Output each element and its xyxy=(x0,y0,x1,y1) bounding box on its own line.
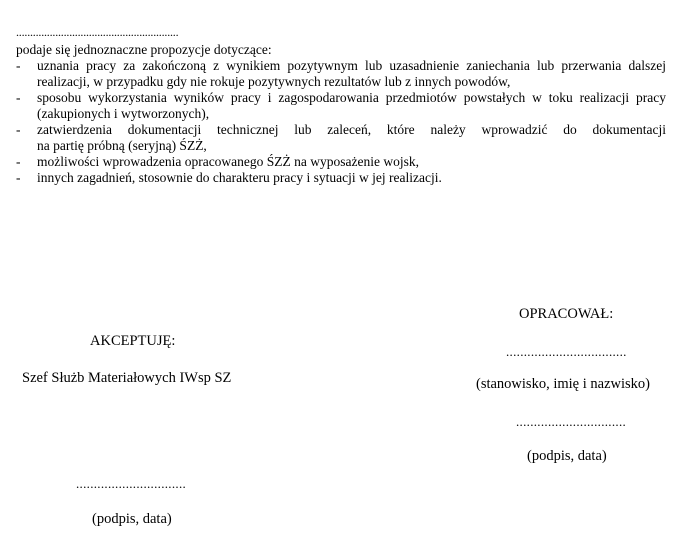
name-signature-line: .................................. xyxy=(506,344,627,359)
intro-text: podaje się jednoznaczne propozycje dotyczące: xyxy=(16,42,272,57)
list-item-line: możliwości wprowadzenia opracowanego ŚZŻ na wyposażenie wojsk, xyxy=(37,154,420,169)
list-item-line: realizacji, w przypadku gdy nie rokuje pozytywnych rezultatów lub z innych powodów, xyxy=(37,74,511,89)
list-dash: - xyxy=(16,122,21,137)
list-dash: - xyxy=(16,58,21,73)
list-item xyxy=(16,122,666,154)
dotted-line-top: .......................................................... xyxy=(16,25,179,39)
list-item-line: innych zagadnień, stosownie do charakteru pracy i sytuacji w jej realizacji. xyxy=(37,170,442,185)
list-item xyxy=(16,58,666,90)
proposal-list xyxy=(16,58,666,186)
list-item-line: (zakupionych i wytworzonych), xyxy=(37,106,210,121)
signature-date-caption: (podpis, data) xyxy=(527,448,607,464)
approver-role: Szef Służb Materiałowych IWsp SZ xyxy=(22,370,232,386)
list-item-line: sposobu wykorzystania wyników pracy i zagospodarowania przedmiotów powstałych w toku realizacji pracy xyxy=(37,90,666,105)
opracowal-heading: OPRACOWAŁ: xyxy=(519,306,614,322)
signature-line: ............................... xyxy=(516,414,627,429)
akceptuje-heading: AKCEPTUJĘ: xyxy=(90,333,176,349)
list-dash: - xyxy=(16,90,21,105)
list-item-line: zatwierdzenia dokumentacji technicznej lub zaleceń, które należy wprowadzić do dokumentacji xyxy=(37,122,666,137)
list-item xyxy=(16,90,666,122)
list-dash: - xyxy=(16,154,21,169)
list-item xyxy=(16,154,666,170)
approver-date-caption: (podpis, data) xyxy=(92,511,172,527)
list-dash: - xyxy=(16,170,21,185)
list-item-line: na partię próbną (seryjną) ŚZŻ, xyxy=(37,138,207,153)
list-item-line: uznania pracy za zakończoną z wynikiem pozytywnym lub uzasadnienie zaniechania lub przerwania dalszej xyxy=(37,58,666,73)
position-name-caption: (stanowisko, imię i nazwisko) xyxy=(476,376,650,392)
approver-signature-line: ............................... xyxy=(76,476,187,491)
list-item xyxy=(16,170,666,186)
